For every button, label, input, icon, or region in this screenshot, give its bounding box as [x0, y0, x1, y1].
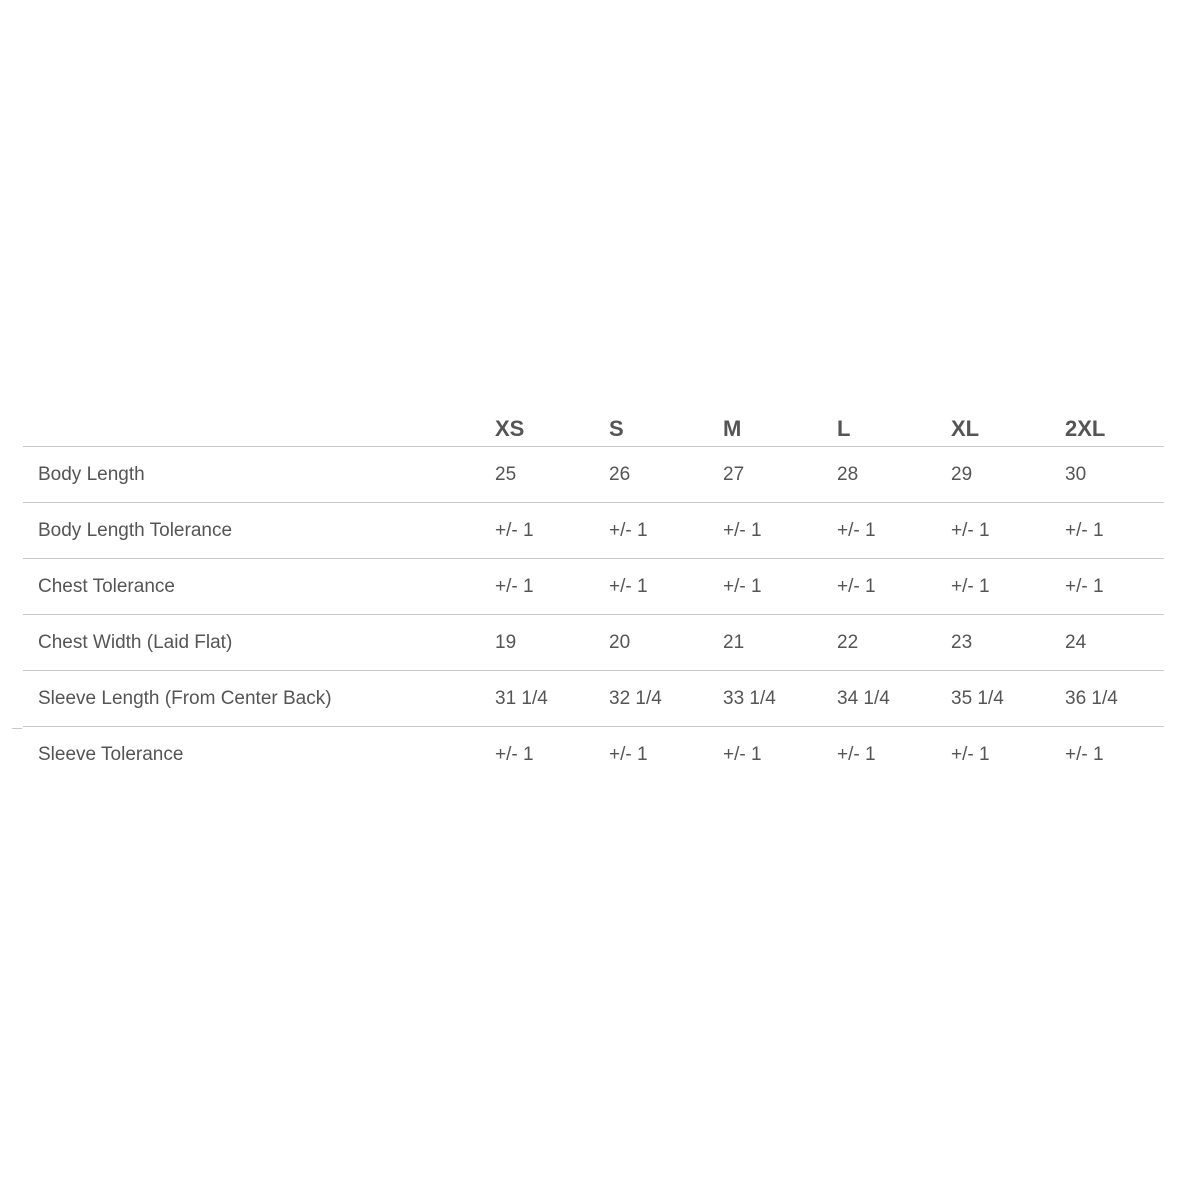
size-chart-table	[23, 408, 1164, 782]
table-cell: 23	[951, 631, 973, 653]
row-label: Chest Tolerance	[38, 575, 175, 597]
table-cell: +/- 1	[951, 519, 990, 541]
table-cell: +/- 1	[495, 519, 534, 541]
table-cell: +/- 1	[723, 575, 762, 597]
table-cell: 30	[1065, 463, 1087, 485]
table-cell: +/- 1	[1065, 575, 1104, 597]
table-row	[23, 727, 1164, 782]
table-cell: 35 1/4	[951, 687, 1004, 709]
row-label: Body Length Tolerance	[38, 519, 233, 541]
column-header-xl: XL	[951, 416, 980, 441]
table-cell: 24	[1065, 631, 1087, 653]
table-cell: +/- 1	[837, 743, 876, 765]
table-cell: +/- 1	[609, 519, 648, 541]
table-row	[23, 503, 1164, 559]
table-cell: 32 1/4	[609, 687, 662, 709]
table-cell: +/- 1	[723, 743, 762, 765]
table-cell: 36 1/4	[1065, 687, 1118, 709]
table-cell: 31 1/4	[495, 687, 548, 709]
row-label: Sleeve Tolerance	[38, 743, 184, 765]
table-header-row	[23, 408, 1164, 447]
table-cell: 33 1/4	[723, 687, 776, 709]
table-cell: +/- 1	[609, 575, 648, 597]
table-cell: +/- 1	[837, 575, 876, 597]
column-header-2xl: 2XL	[1065, 416, 1106, 441]
table-cell: 27	[723, 463, 745, 485]
table-row	[23, 671, 1164, 727]
table-cell: 28	[837, 463, 859, 485]
table-row	[23, 447, 1164, 503]
row-label: Chest Width (Laid Flat)	[38, 631, 233, 653]
row-label: Body Length	[38, 463, 145, 485]
table-row	[23, 559, 1164, 615]
table-cell: +/- 1	[495, 575, 534, 597]
table-cell: 20	[609, 631, 631, 653]
table-cell: 34 1/4	[837, 687, 890, 709]
table-cell: 22	[837, 631, 859, 653]
table-cell: +/- 1	[1065, 519, 1104, 541]
column-header-xs: XS	[495, 416, 525, 441]
column-header-l: L	[837, 416, 851, 441]
table-cell: 19	[495, 631, 517, 653]
column-header-s: S	[609, 416, 624, 441]
table-cell: +/- 1	[723, 519, 762, 541]
table-cell: +/- 1	[951, 575, 990, 597]
table-cell: 21	[723, 631, 745, 653]
table-cell: +/- 1	[1065, 743, 1104, 765]
table-cell: +/- 1	[837, 519, 876, 541]
table-row	[23, 615, 1164, 671]
row-label: Sleeve Length (From Center Back)	[38, 687, 332, 709]
column-header-m: M	[723, 416, 742, 441]
table-cell: 26	[609, 463, 631, 485]
table-cell: +/- 1	[495, 743, 534, 765]
table-cell: 25	[495, 463, 517, 485]
table-cell: 29	[951, 463, 973, 485]
table-cell: +/- 1	[951, 743, 990, 765]
divider-mark	[12, 728, 22, 729]
table-cell: +/- 1	[609, 743, 648, 765]
